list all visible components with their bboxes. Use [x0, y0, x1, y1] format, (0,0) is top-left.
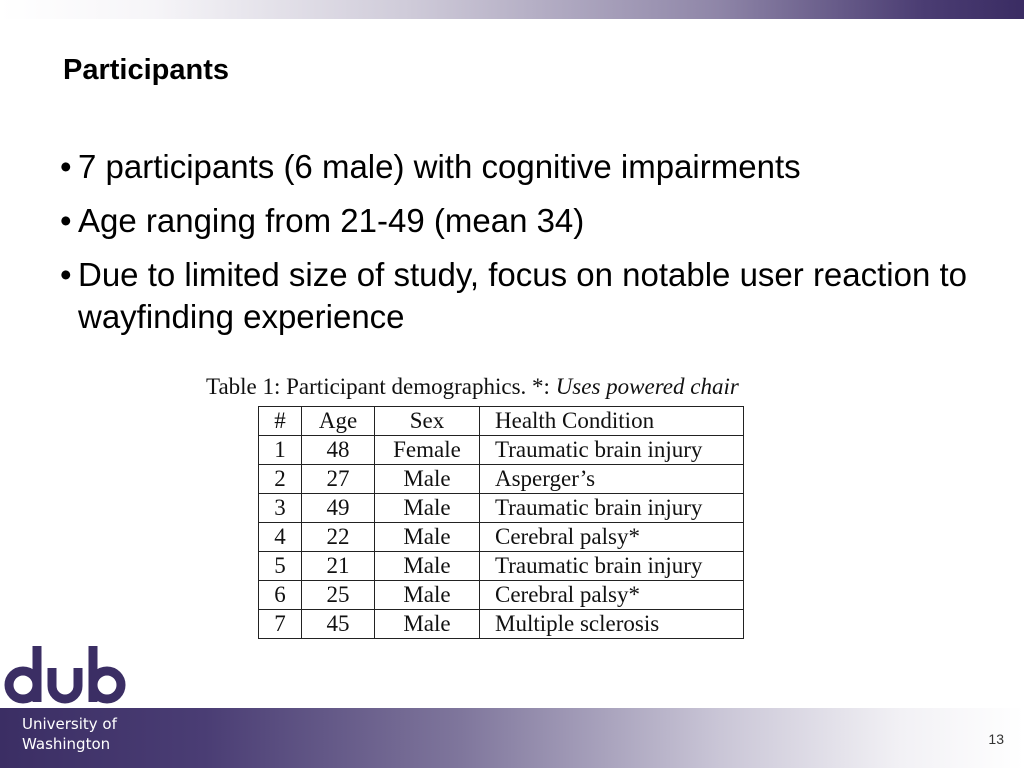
cell-age: 27 — [302, 465, 375, 494]
cell-age: 49 — [302, 494, 375, 523]
cell-sex: Male — [375, 581, 480, 610]
header-health-condition: Health Condition — [480, 407, 744, 436]
table-header-row — [259, 407, 744, 436]
caption-prefix: Table 1: Participant demographics. — [206, 374, 533, 399]
table-row — [259, 581, 744, 610]
cell-sex: Male — [375, 465, 480, 494]
cell-sex: Male — [375, 494, 480, 523]
cell-health-condition: Traumatic brain injury — [480, 436, 744, 465]
cell-sex: Female — [375, 436, 480, 465]
cell-age: 48 — [302, 436, 375, 465]
table-caption — [206, 374, 739, 400]
caption-symbol: *: — [532, 374, 556, 399]
cell-health-condition: Multiple sclerosis — [480, 610, 744, 639]
cell-health-condition: Asperger’s — [480, 465, 744, 494]
cell-number: 4 — [259, 523, 302, 552]
bullet-list — [60, 146, 980, 350]
bullet-text: Age ranging from 21-49 (mean 34) — [78, 202, 585, 239]
caption-italic: Uses powered chair — [555, 374, 739, 399]
cell-health-condition: Traumatic brain injury — [480, 494, 744, 523]
slide-title: Participants — [63, 54, 229, 86]
cell-sex: Male — [375, 610, 480, 639]
bullet-marker: • — [60, 148, 72, 185]
cell-number: 5 — [259, 552, 302, 581]
cell-age: 21 — [302, 552, 375, 581]
header-sex: Sex — [375, 407, 480, 436]
cell-number: 6 — [259, 581, 302, 610]
cell-health-condition: Cerebral palsy* — [480, 523, 744, 552]
bullet-item — [60, 254, 980, 338]
header-number: # — [259, 407, 302, 436]
university-line-1: University of — [22, 715, 117, 733]
cell-age: 45 — [302, 610, 375, 639]
cell-number: 3 — [259, 494, 302, 523]
table-row — [259, 610, 744, 639]
table-row — [259, 552, 744, 581]
cell-age: 22 — [302, 523, 375, 552]
page-number: 13 — [988, 731, 1004, 747]
cell-number: 1 — [259, 436, 302, 465]
bullet-marker: • — [60, 256, 72, 293]
cell-sex: Male — [375, 523, 480, 552]
university-line-2: Washington — [22, 735, 111, 753]
cell-health-condition: Cerebral palsy* — [480, 581, 744, 610]
cell-age: 25 — [302, 581, 375, 610]
table-row — [259, 523, 744, 552]
cell-number: 2 — [259, 465, 302, 494]
university-name — [22, 714, 162, 754]
table-row — [259, 465, 744, 494]
demographics-table — [258, 406, 744, 639]
cell-health-condition: Traumatic brain injury — [480, 552, 744, 581]
cell-sex: Male — [375, 552, 480, 581]
header-age: Age — [302, 407, 375, 436]
dub-logo — [4, 636, 134, 708]
bullet-text: Due to limited size of study, focus on notable user reaction to wayfinding experience — [78, 256, 968, 335]
bullet-item — [60, 146, 980, 188]
bullet-text: 7 participants (6 male) with cognitive impairments — [78, 148, 801, 185]
top-gradient-bar — [0, 0, 1024, 19]
cell-number: 7 — [259, 610, 302, 639]
table-row — [259, 494, 744, 523]
bullet-item — [60, 200, 980, 242]
bullet-marker: • — [60, 202, 72, 239]
table-row — [259, 436, 744, 465]
